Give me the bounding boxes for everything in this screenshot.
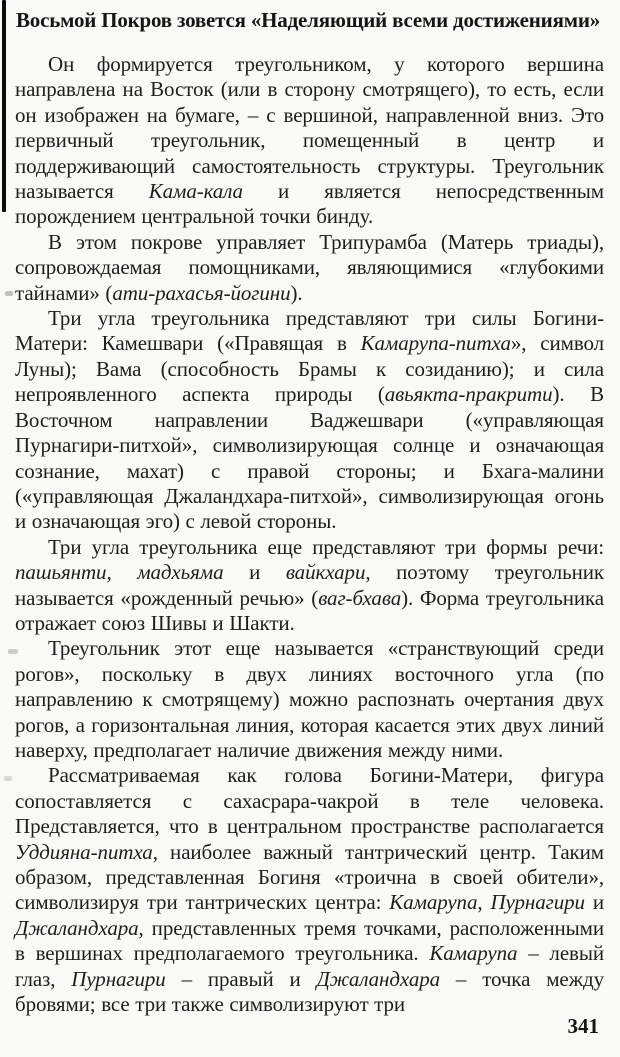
paragraph xyxy=(15,230,604,306)
text-run: , наиболее важный тантрический центр. Таким образом, представленная Богиня «троична в своей обители», символизируя три тантрических центра: xyxy=(15,839,604,915)
italic-term: авьякта-пракрити xyxy=(384,382,553,407)
text-run: – левый глаз, xyxy=(15,941,604,991)
chapter-heading: Восьмой Покров зовется «Наделяющий всеми достижениями» xyxy=(16,8,601,32)
paragraph xyxy=(15,636,604,763)
scan-speck xyxy=(5,291,13,296)
italic-term: вайкхари xyxy=(285,560,366,585)
text-body xyxy=(15,52,604,1017)
text-run: », символ Луны); Вама (способность Брамы к созиданию); и сила непроявленного аспекта природы ( xyxy=(15,331,604,407)
page-number: 341 xyxy=(567,1014,599,1038)
text-run: Три угла треугольника еще представляют три формы речи: xyxy=(48,534,604,559)
text-run: ). В Восточном направлении Ваджешвари («управляющая Пурнагири-питхой», символизирующая солнце и означающая сознание, махат) с правой стороны; и Бхага-малини («управляющая Джаландхара-питхой», символизирующая огонь и означающая эго) с левой стороны. xyxy=(15,382,604,534)
text-run: Треугольник этот еще называется «странствующий среди рогов», поскольку в двух линиях восточного угла (по направлению к смотрящему) можно распознать очертания двух рогов, а горизонтальная линия, которая касается этих двух линий наверху, предполагает наличие движения между ними. xyxy=(15,636,604,762)
text-run: ). Форма треугольника отражает союз Шивы и Шакти. xyxy=(15,585,605,635)
italic-term: ваг-бхава xyxy=(318,585,402,610)
scan-speck xyxy=(4,776,12,781)
text-run: – точка между бровями; все три также символизируют три xyxy=(15,966,605,1017)
paragraph xyxy=(15,763,604,1017)
italic-term: Камарупа xyxy=(389,890,478,915)
text-run: Рассматриваемая как голова Богини-Матери, фигура сопоставляется с сахасрара-чакрой в теле человека. Представляется, что в центральном пространстве располагается xyxy=(15,763,604,839)
paragraph xyxy=(15,535,604,637)
text-run: и xyxy=(584,890,604,915)
text-run: , xyxy=(477,890,491,915)
paragraph xyxy=(15,306,604,535)
italic-term: Камарупа xyxy=(429,941,518,966)
text-run: и xyxy=(223,560,286,585)
text-run: ). xyxy=(290,280,303,305)
italic-term: Кама-кала xyxy=(148,179,243,204)
italic-term: Джаландхара xyxy=(15,915,139,940)
text-run: В этом покрове управляет Трипурамба (Матерь триады), сопровождаемая помощниками, являющимися «глубокими тайнами» ( xyxy=(15,229,604,305)
text-run: и является непосредственным порождением центральной точки бинду. xyxy=(15,179,604,229)
text-run: Он формируется треугольником, у которого вершина направлена на Восток (или в сторону смотрящего), то есть, если он изображен на бумаге, – с вершиной, направленной вниз. Это первичный треугольник, помещенный в центр и поддерживающий самостоятельность структуры. Треугольник называется xyxy=(15,52,604,204)
scan-edge-artifact xyxy=(2,0,6,212)
italic-term: Джаландхара xyxy=(316,966,441,991)
italic-term: пашьянти, мадхьяма xyxy=(15,560,224,585)
text-run: Три угла треугольника представляют три силы Богини-Матери: Камешвари («Правящая в xyxy=(15,306,604,356)
italic-term: Пурнагири xyxy=(490,890,585,915)
italic-term: Уддияна-питха xyxy=(15,839,153,864)
text-run: – правый и xyxy=(165,966,317,991)
scan-speck xyxy=(8,649,18,654)
italic-term: Пурнагири xyxy=(71,966,166,991)
text-run: , представленных тремя точками, расположенными в вершинах предполагаемого треугольника. xyxy=(15,915,604,966)
paragraph xyxy=(15,52,604,230)
italic-term: Камарупа-питха xyxy=(360,331,511,356)
text-run: , поэтому треугольник называется «рожденный речью» ( xyxy=(15,560,604,610)
italic-term: ати-рахасья-йогини xyxy=(112,280,291,305)
